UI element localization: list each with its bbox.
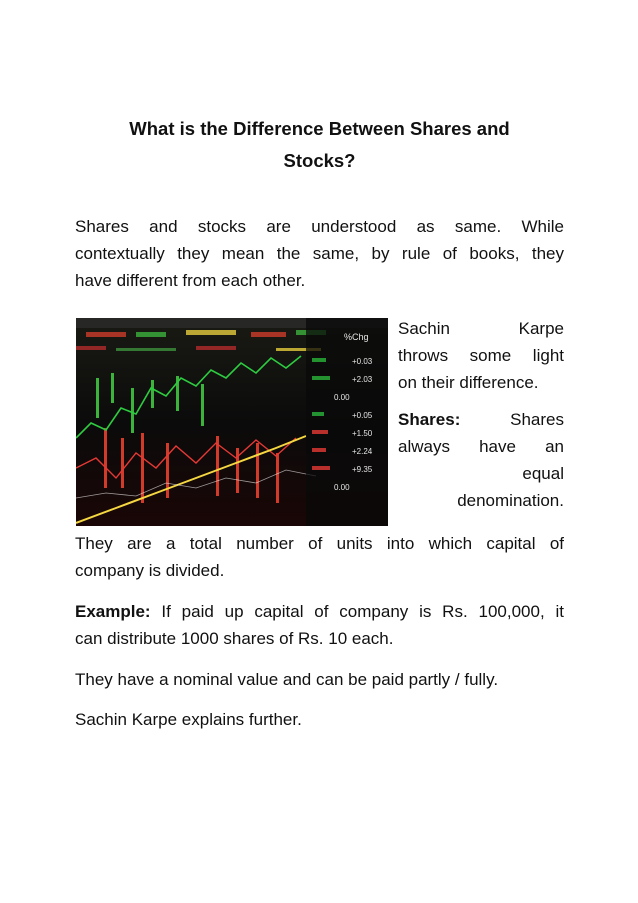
example-line-1: [75, 598, 564, 625]
title-line-1: What is the Difference Between Shares and: [129, 118, 510, 139]
ticker-value: 0.00: [334, 483, 350, 492]
example-line-2: can distribute 1000 shares of Rs. 10 each.: [75, 629, 394, 648]
nominal-paragraph: [75, 666, 564, 693]
document-title: [75, 113, 564, 177]
example-paragraph: [75, 598, 564, 652]
ticker-value: +0.03: [352, 357, 373, 366]
units-line-2: company is divided.: [75, 561, 225, 580]
intro-line-3: have different from each other.: [75, 271, 306, 290]
side-paragraph: [398, 315, 564, 514]
side-word-sachin: Sachin: [398, 319, 450, 338]
ticker-value: +1.50: [352, 429, 373, 438]
intro-paragraph: [75, 213, 564, 294]
nominal-line: They have a nominal value and can be paid partly / fully.: [75, 670, 499, 689]
side-line-7: denomination.: [457, 491, 564, 510]
example-text: If paid up capital of company is Rs. 100,000, it: [150, 602, 564, 621]
ticker-value: 0.00: [334, 393, 350, 402]
ticker-value: +0.05: [352, 411, 373, 420]
side-line-6: equal: [522, 464, 564, 483]
side-word-shares: Shares: [510, 410, 564, 429]
ticker-header: %Chg: [344, 332, 369, 342]
intro-line-2: contextually they mean the same, by rule of books, they: [75, 244, 564, 263]
title-line-2: Stocks?: [283, 150, 356, 171]
stock-market-photo: [76, 318, 388, 526]
ticker-value: +2.03: [352, 375, 373, 384]
closing-paragraph: [75, 706, 564, 733]
closing-line: Sachin Karpe explains further.: [75, 710, 302, 729]
side-line-1: [398, 315, 564, 342]
example-label: Example:: [75, 602, 151, 621]
side-word-karpe: Karpe: [518, 319, 564, 338]
side-line-4: [398, 406, 564, 433]
stock-chart-graphic: [76, 318, 388, 526]
intro-line-1: Shares and stocks are understood as same. While: [75, 217, 564, 236]
side-line-3: on their difference.: [398, 373, 539, 392]
side-line-5: always have an: [398, 437, 564, 456]
side-line-2: throws some light: [398, 346, 564, 365]
ticker-value: +2.24: [352, 447, 373, 456]
units-paragraph: [75, 530, 564, 584]
shares-label: Shares:: [398, 410, 461, 429]
units-line-1: They are a total number of units into which capital of: [75, 534, 564, 553]
ticker-value: +9.35: [352, 465, 373, 474]
